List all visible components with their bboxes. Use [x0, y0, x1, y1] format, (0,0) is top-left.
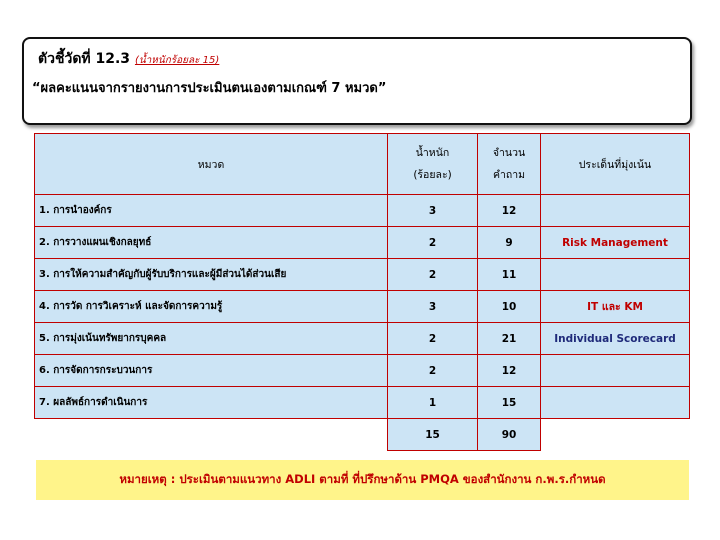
weight-note: (น้ำหนักร้อยละ 15) — [134, 55, 220, 66]
col-header-weight-line2: (ร้อยละ) — [413, 169, 452, 181]
row-category: 3. การให้ความสำคัญกับผู้รับบริการและผู้มีส่วนได้ส่วนเสีย — [35, 259, 388, 291]
row-questions: 9 — [478, 227, 541, 259]
row-questions: 21 — [478, 323, 541, 355]
indicator-label: ตัวชี้วัดที่ 12.3 — [38, 51, 131, 67]
total-weight: 15 — [388, 419, 478, 451]
totals-row — [35, 419, 690, 451]
col-header-questions-line1: จำนวน — [492, 147, 526, 159]
title-box — [22, 37, 692, 125]
row-focus: Individual Scorecard — [541, 323, 690, 355]
totals-spacer — [35, 419, 388, 451]
category-table — [34, 133, 690, 451]
table-row — [35, 195, 690, 227]
row-questions: 12 — [478, 355, 541, 387]
row-weight: 1 — [388, 387, 478, 419]
row-focus — [541, 355, 690, 387]
table-row — [35, 387, 690, 419]
row-focus — [541, 195, 690, 227]
col-header-questions — [478, 134, 541, 195]
row-weight: 3 — [388, 195, 478, 227]
table-row — [35, 291, 690, 323]
row-focus: Risk Management — [541, 227, 690, 259]
total-questions: 90 — [478, 419, 541, 451]
table-row — [35, 227, 690, 259]
row-weight: 2 — [388, 355, 478, 387]
row-focus — [541, 387, 690, 419]
row-weight: 2 — [388, 227, 478, 259]
col-header-weight — [388, 134, 478, 195]
col-header-focus: ประเด็นที่มุ่งเน้น — [541, 134, 690, 195]
row-questions: 15 — [478, 387, 541, 419]
table-row — [35, 259, 690, 291]
table-header-row — [35, 134, 690, 195]
footnote-box — [36, 460, 689, 500]
row-category: 4. การวัด การวิเคราะห์ และจัดการความรู้ — [35, 291, 388, 323]
row-questions: 12 — [478, 195, 541, 227]
row-questions: 10 — [478, 291, 541, 323]
indicator-title — [38, 48, 219, 70]
row-category: 1. การนำองค์กร — [35, 195, 388, 227]
indicator-subtitle: “ผลคะแนนจากรายงานการประเมินตนเองตามเกณฑ์ 7 หมวด” — [32, 81, 387, 96]
row-focus: IT และ KM — [541, 291, 690, 323]
row-weight: 3 — [388, 291, 478, 323]
col-header-weight-line1: น้ำหนัก — [415, 147, 450, 159]
row-questions: 11 — [478, 259, 541, 291]
row-category: 2. การวางแผนเชิงกลยุทธ์ — [35, 227, 388, 259]
col-header-questions-line2: คำถาม — [492, 169, 526, 181]
footnote-text: หมายเหตุ : ประเมินตามแนวทาง ADLI ตามที่ ที่ปรึกษาด้าน PMQA ของสำนักงาน ก.พ.ร.กำหนด — [119, 472, 606, 486]
col-header-category: หมวด — [35, 134, 388, 195]
totals-spacer-right — [541, 419, 690, 451]
table-row — [35, 323, 690, 355]
row-category: 6. การจัดการกระบวนการ — [35, 355, 388, 387]
row-category: 7. ผลลัพธ์การดำเนินการ — [35, 387, 388, 419]
row-weight: 2 — [388, 259, 478, 291]
row-weight: 2 — [388, 323, 478, 355]
table-row — [35, 355, 690, 387]
row-focus — [541, 259, 690, 291]
row-category: 5. การมุ่งเน้นทรัพยากรบุคคล — [35, 323, 388, 355]
